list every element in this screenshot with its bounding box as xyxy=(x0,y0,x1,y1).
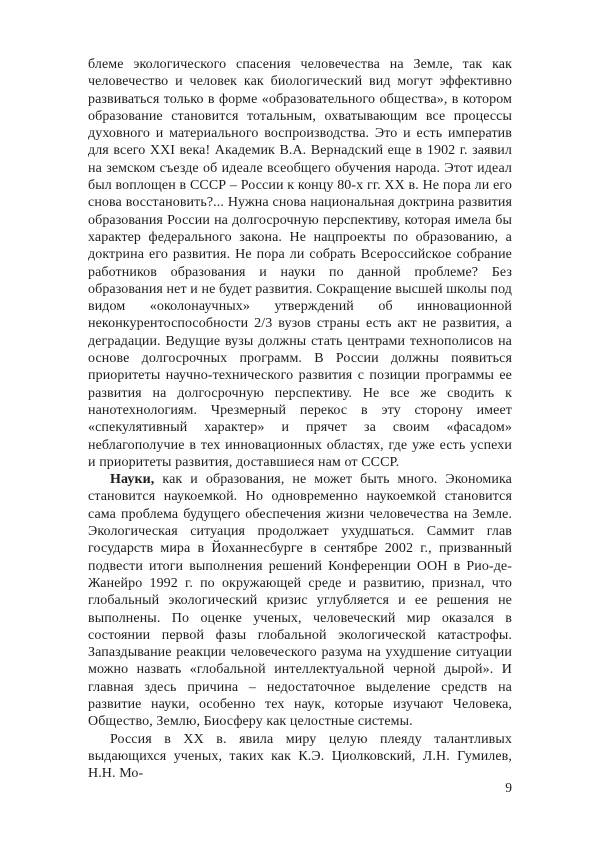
paragraph-continuation xyxy=(88,56,512,471)
paragraph-lead-bold: Науки, xyxy=(110,472,155,488)
paragraph-text: как и образования, не может быть много. Экономика становится наукоемкой. Но одновременно наукоемкой становится сама проблема будущего обеспечения жизни человечества на Земле. Экологическая ситуация продолжает ухудшаться. Саммит глав государств мира в Йоханнесбурге в сентябре 2002 г., призванный подвести итоги выполнения решений Конференции ООН в Рио-де-Жанейро 1992 г. по окружающей среде и развитию, признал, что глобальный экологический кризис углубляется и ее решения не выполнены. По оценке ученых, человеческий мир оказался в состоянии первой фазы глобальной экологической катастрофы. Запаздывание реакции человеческого разума на ухудшение ситуации можно назвать «глобальной интеллектуальной черной дырой». И главная здесь причина – недостаточное выделение средств на развитие науки, особенно тех наук, которые изучают Человека, Общество, Землю, Биосферу как целостные системы. xyxy=(88,472,512,730)
paragraph-russia xyxy=(88,731,512,783)
paragraph-text: Россия в XX в. явила миру целую плеяду талантливых выдающихся ученых, таких как К.Э. Циолковский, Л.Н. Гумилев, Н.Н. Мо- xyxy=(88,731,512,782)
page-number: 9 xyxy=(505,780,512,795)
paragraph-science xyxy=(88,471,512,730)
paragraph-text: блеме экологического спасения человечества на Земле, так как человечество и человек как биологический вид могут эффективно развиваться только в форме «образовательного общества», в котором образование становится тотальным, охватывающим все процессы духовного и материального воспроизводства. Это и есть императив для всего XXI века! Академик В.А. Вернадский еще в 1902 г. заявил на земском съезде об идеале всеобщего обучения народа. Этот идеал был воплощен в СССР – России к концу 80-х гг. XX в. Не пора ли его снова восстановить?... Нужна снова национальная доктрина развития образования России на долгосрочную перспективу, которая имела бы характер федерального закона. Не нацпроекты по образованию, а доктрина его развития. Не пора ли собрать Всероссийское собрание работников образования и науки по данной проблеме? Без образования нет и не будет развития. Сокращение высшей школы под видом «околонаучных» утверждений об инновационной неконкурентоспособности 2/3 вузов страны есть акт не развития, а деградации. Ведущие вузы должны стать центрами технополисов на основе долгосрочных программ. В России должны появиться приоритеты научно-технического развития с позиции программы ее развития на долгосрочную перспективу. Не все же сводить к нанотехнологиям. Чрезмерный перекос в эту сторону имеет «спекулятивный характер» и прячет за своим «фасадом» неблагополучие в тех инновационных областях, где уже есть успехи и приоритеты развития, доставшиеся нам от СССР. xyxy=(88,57,512,470)
book-page xyxy=(88,56,512,782)
